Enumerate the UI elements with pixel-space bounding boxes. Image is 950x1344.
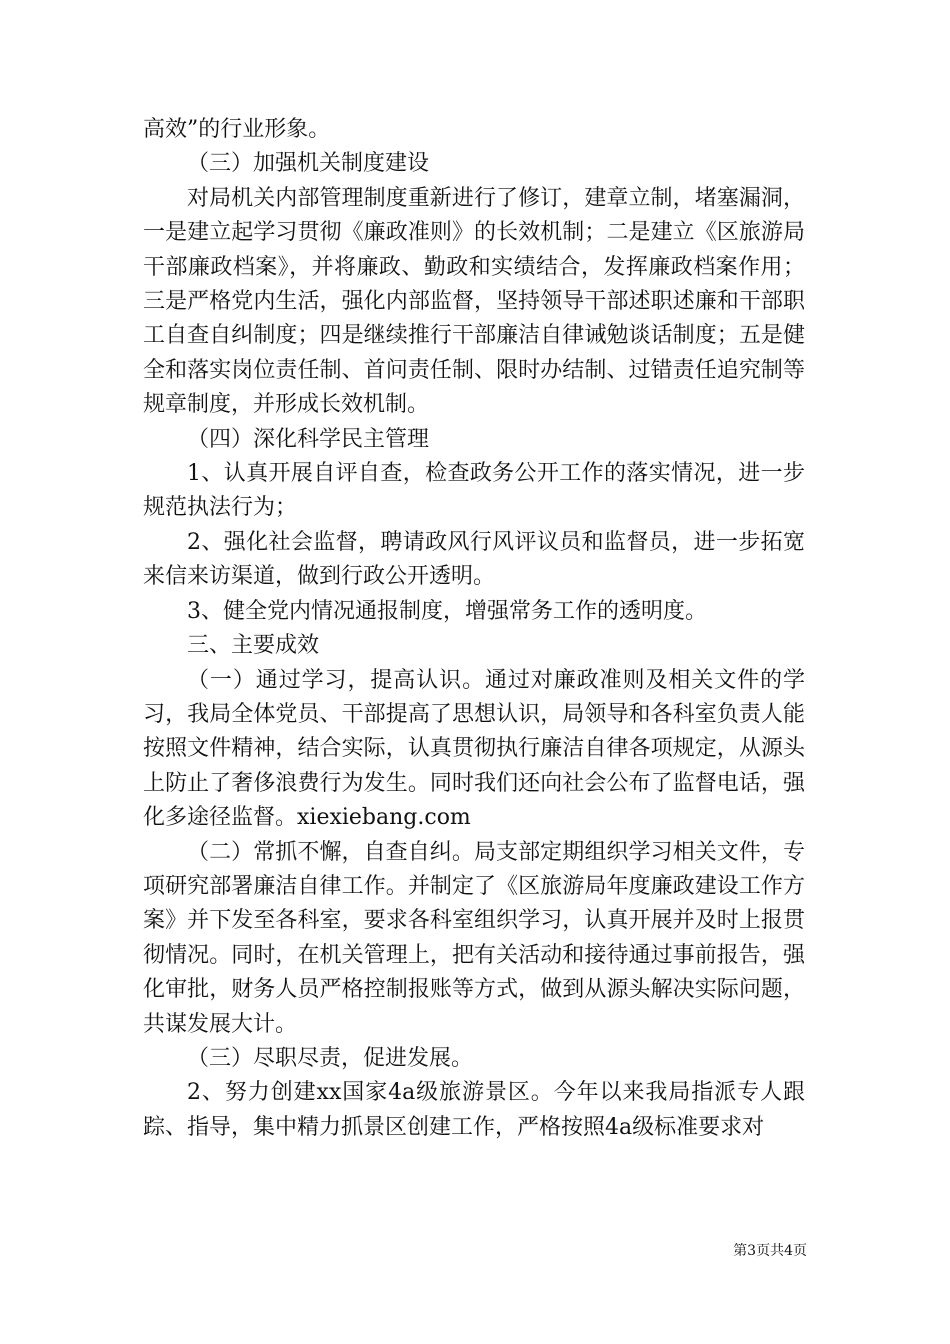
list-item-3: 3、健全党内情况通报制度，增强常务工作的透明度。 (187, 598, 707, 624)
paragraph-result-1: （一）通过学习，提高认识。通过对廉政准则及相关文件的学习，我局全体党员、干部提高了思想认识，局领导和各科室负责人能按照文件精神，结合实际，认真贯彻执行廉洁自律各项规定，从源头上防止了奢侈浪费行为发生。同时我们还向社会公布了监督电话，强化多途径监督。xiexiebang.com (143, 667, 805, 831)
list-item-2: 2、强化社会监督，聘请政风行风评议员和监督员，进一步拓宽来信来访渠道，做到行政公开透明。 (143, 529, 805, 590)
paragraph-system-building: 对局机关内部管理制度重新进行了修订，建章立制，堵塞漏洞，一是建立起学习贯彻《廉政准则》的长效机制；二是建立《区旅游局干部廉政档案》，并将廉政、勤政和实绩结合，发挥廉政档案作用；三是严格党内生活，强化内部监督，坚持领导干部述职述廉和干部职工自查自纠制度；四是继续推行干部廉洁自律诫勉谈话制度；五是健全和落实岗位责任制、首问责任制、限时办结制、过错责任追究制等规章制度，并形成长效机制。 (143, 185, 805, 418)
chapter-heading-results: 三、主要成效 (187, 633, 320, 659)
paragraph-continuation: 高效”的行业形象。 (143, 117, 331, 142)
list-item-1: 1、认真开展自评自查，检查政务公开工作的落实情况，进一步规范执法行为； (143, 461, 805, 521)
section-heading-3: （三）加强机关制度建设 (187, 151, 430, 177)
paragraph-result-3-item-2: 2、努力创建xx国家4a级旅游景区。今年以来我局指派专人跟踪、指导，集中精力抓景区创建工作，严格按照4a级标准要求对 (143, 1080, 805, 1140)
paragraph-result-3-heading: （三）尽职尽责，促进发展。 (187, 1045, 474, 1071)
document-body (143, 113, 805, 1145)
section-heading-4: （四）深化科学民主管理 (187, 426, 430, 452)
paragraph-result-2: （二）常抓不懈，自查自纠。局支部定期组织学习相关文件，专项研究部署廉洁自律工作。并制定了《区旅游局年度廉政建设工作方案》并下发至各科室，要求各科室组织学习，认真开展并及时上报贯彻情况。同时，在机关管理上，把有关活动和接待通过事前报告，强化审批，财务人员严格控制报账等方式，做到从源头解决实际问题，共谋发展大计。 (143, 839, 805, 1037)
page-number-footer: 第3页共4页 (733, 1243, 807, 1259)
